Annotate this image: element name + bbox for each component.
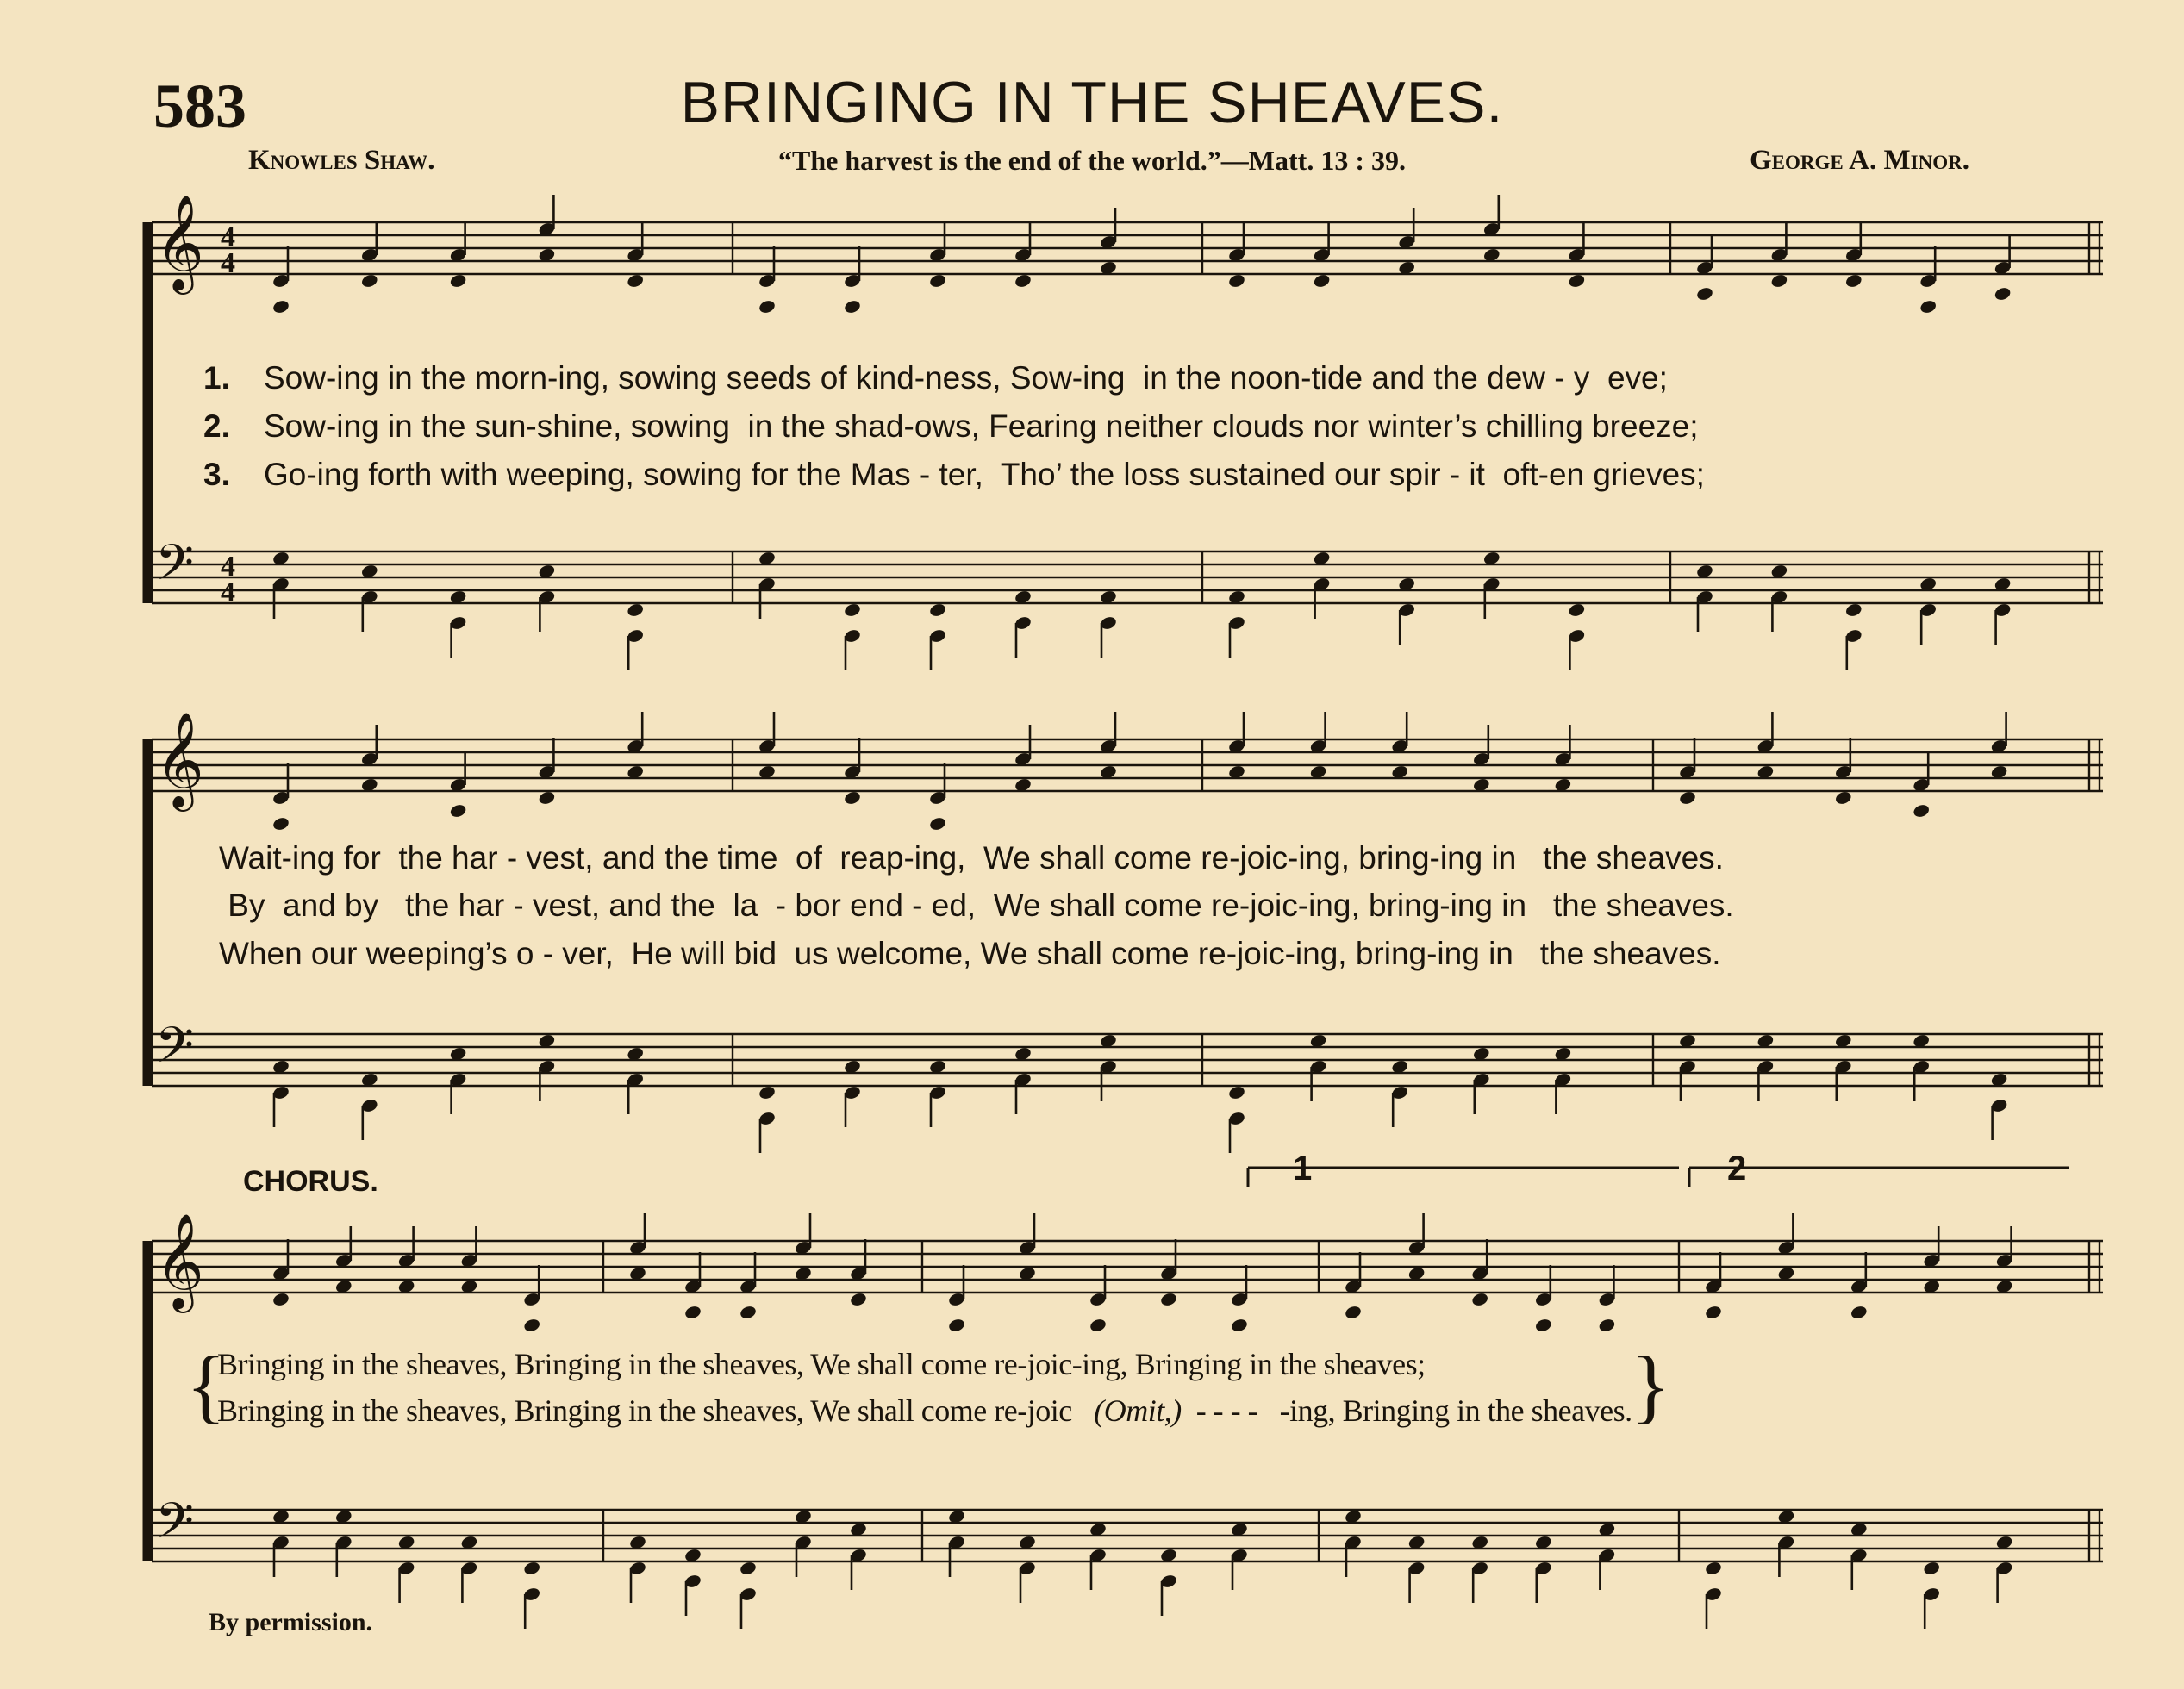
lyricist: Knowles Shaw. xyxy=(248,145,435,176)
note-head xyxy=(1704,1305,1722,1320)
note-head xyxy=(843,602,861,618)
note-head xyxy=(758,299,776,315)
treble-clef-icon: 𝄞 xyxy=(155,194,204,290)
note-head xyxy=(449,273,467,289)
time-signature-top: 4 xyxy=(221,221,235,253)
bass-clef-icon: 𝄢 xyxy=(155,1016,195,1087)
staff-treble-2 xyxy=(152,711,2103,812)
first-ending-label: 1 xyxy=(1293,1150,1313,1187)
note-head xyxy=(849,1292,867,1307)
staff-bass-3 xyxy=(152,1492,2103,1562)
composer: George A. Minor. xyxy=(1750,145,1969,176)
note-head xyxy=(1014,273,1032,289)
note-head xyxy=(843,790,861,806)
verse-2-line-2: By and by the har - vest, and the la - bor end - ed, We shall come re-joic-ing, bring-ing in the sheaves. xyxy=(219,888,1734,923)
treble-clef-icon: 𝄞 xyxy=(155,711,204,807)
note-head xyxy=(1913,803,1931,819)
note-head xyxy=(1923,1561,1941,1576)
note-head xyxy=(1770,273,1788,289)
note-head xyxy=(1227,273,1245,289)
time-signature-top: 4 xyxy=(221,551,235,583)
note-head xyxy=(1844,602,1863,618)
time-signature-bottom: 4 xyxy=(221,577,235,608)
note-head xyxy=(1534,1318,1552,1333)
scripture-reference: “The harvest is the end of the world.”—Matt. 13 : 39. xyxy=(778,145,1406,176)
note-head xyxy=(1471,1292,1489,1307)
permission-note: By permission. xyxy=(209,1608,373,1636)
chorus-line-1: Bringing in the sheaves, Bringing in the sheaves, We shall come re-joic-ing, Bringing in the sheaves; xyxy=(217,1347,1426,1381)
note-head xyxy=(1344,1305,1362,1320)
treble-clef-icon: 𝄞 xyxy=(155,1212,204,1309)
note-head xyxy=(1089,1318,1107,1333)
note-head xyxy=(928,602,946,618)
note-head xyxy=(758,1085,776,1100)
staff-treble-1 xyxy=(152,194,2103,295)
note-head xyxy=(1598,1318,1616,1333)
note-head xyxy=(1568,602,1586,618)
bass-clef-icon: 𝄢 xyxy=(155,533,195,604)
note-head xyxy=(523,1561,541,1576)
note-head xyxy=(843,299,861,315)
note-head xyxy=(1695,286,1713,302)
chorus-line-2: Bringing in the sheaves, Bringing in the sheaves, We shall come re-joic (Omit,) - - - - -ing, Bringing in the sheaves. xyxy=(217,1393,1632,1428)
note-head xyxy=(1568,273,1586,289)
staff-bass-2 xyxy=(152,1016,2103,1087)
note-head xyxy=(1159,1292,1177,1307)
note-head xyxy=(1704,1561,1722,1576)
note-head xyxy=(360,273,378,289)
staff-treble-3 xyxy=(152,1212,2103,1313)
note-head xyxy=(739,1561,757,1576)
hymn-number: 583 xyxy=(153,72,246,140)
note-head xyxy=(271,299,290,315)
note-head xyxy=(928,816,946,832)
note-head xyxy=(1313,273,1331,289)
note-head xyxy=(1919,299,1938,315)
hymn-title: BRINGING IN THE SHEAVES. xyxy=(680,70,1504,135)
note-head xyxy=(1227,1085,1245,1100)
chorus-brace-left: { xyxy=(186,1339,227,1431)
note-head xyxy=(627,602,645,618)
note-head xyxy=(1834,790,1852,806)
note-head xyxy=(627,273,645,289)
note-head xyxy=(1850,1305,1868,1320)
note-head xyxy=(271,1292,290,1307)
note-head xyxy=(538,790,556,806)
verse-3-line-2: When our weeping’s o - ver, He will bid us welcome, We shall come re-joic-ing, bring-ing in the sheaves. xyxy=(219,936,1721,971)
staff-bass-1 xyxy=(152,533,2103,608)
chorus-brace-right: } xyxy=(1631,1339,1671,1431)
verse-3-line-1: 3. Go-ing forth with weeping, sowing for the Mas - ter, Tho’ the loss sustained our spir - it oft-en grieves; xyxy=(203,457,1705,492)
note-head xyxy=(928,273,946,289)
verse-2-line-1: 2. Sow-ing in the sun-shine, sowing in the shad-ows, Fearing neither clouds nor winter’s chilling breeze; xyxy=(203,408,1699,444)
note-head xyxy=(523,1318,541,1333)
note-head xyxy=(449,803,467,819)
note-head xyxy=(1678,790,1696,806)
second-ending-label: 2 xyxy=(1727,1150,1747,1187)
bass-clef-icon: 𝄢 xyxy=(155,1492,195,1562)
note-head xyxy=(1230,1318,1248,1333)
verse-1-line-2: Wait-ing for the har - vest, and the time of reap-ing, We shall come re-joic-ing, bring-ing in the sheaves. xyxy=(219,840,1724,876)
chorus-label: CHORUS. xyxy=(243,1165,378,1198)
time-signature-bottom: 4 xyxy=(221,247,235,279)
note-head xyxy=(739,1305,757,1320)
note-head xyxy=(1844,273,1863,289)
note-head xyxy=(1994,286,2012,302)
note-head xyxy=(271,816,290,832)
note-head xyxy=(947,1318,965,1333)
note-head xyxy=(683,1305,702,1320)
verse-1-line-1: 1. Sow-ing in the morn-ing, sowing seeds of kind-ness, Sow-ing in the noon-tide and the dew - y eve; xyxy=(203,360,1668,396)
